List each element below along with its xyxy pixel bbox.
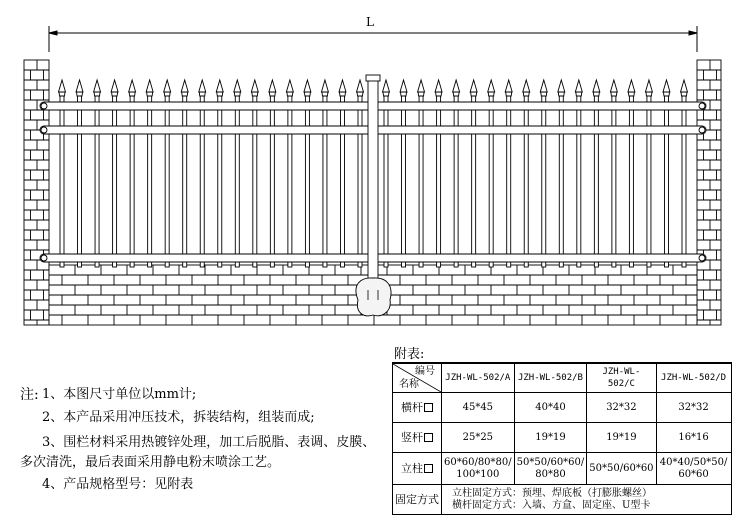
table-cell: 45*45 <box>442 393 515 423</box>
table-cell: 16*16 <box>656 423 731 453</box>
fixing-line: 横杆固定方式：入墙、方盒、固定座、U型卡 <box>452 499 651 511</box>
table-header-row <box>393 363 732 393</box>
spec-table <box>392 362 732 515</box>
fixing-methods-cell <box>442 485 732 515</box>
table-cell: 32*32 <box>656 393 731 423</box>
column-header: JZH-WL-502/D <box>656 363 731 393</box>
table-cell: 50*50/60*60 <box>587 453 656 485</box>
note-item: 1、本图尺寸单位以mm计; <box>42 387 197 402</box>
row-label: 立柱 <box>393 453 442 485</box>
row-label: 竖杆 <box>393 423 442 453</box>
table-cell: 40*40/50*50/ 60*60 <box>656 453 731 485</box>
table-cell: 19*19 <box>587 423 656 453</box>
table-cell: 32*32 <box>587 393 656 423</box>
table-row-horizontal-bar <box>393 393 732 423</box>
corner-label-number: 编号 <box>415 366 435 377</box>
column-header: JZH-WL-502/B <box>514 363 587 393</box>
row-label: 横杆 <box>393 393 442 423</box>
table-cell: 25*25 <box>442 423 515 453</box>
table-row-vertical-bar <box>393 423 732 453</box>
corner-label-name: 名称 <box>399 379 419 390</box>
notes-prefix: 注: <box>20 387 39 403</box>
fixing-line: 立柱固定方式：预埋、焊底板（打膨胀螺丝） <box>452 487 652 499</box>
note-item: 多次清洗，最后表面采用静电粉末喷涂工艺。 <box>20 455 281 470</box>
dimension-line <box>49 26 697 52</box>
table-cell: 40*40 <box>514 393 587 423</box>
center-post <box>366 75 380 300</box>
post-foundation <box>356 278 391 316</box>
column-header: JZH-WL-502/A <box>442 363 515 393</box>
table-cell: 50*50/60*60/ 80*80 <box>514 453 587 485</box>
dimension-label: L <box>366 15 374 29</box>
table-cell: 60*60/80*80/ 100*100 <box>442 453 515 485</box>
table-row-post <box>393 453 732 485</box>
table-corner-cell <box>393 363 442 393</box>
note-item: 4、产品规格型号：见附表 <box>42 477 194 492</box>
note-item: 2、本产品采用冲压技术，拆装结构，组装而成; <box>42 410 315 425</box>
column-header: JZH-WL-502/C <box>587 363 656 393</box>
row-label: 固定方式 <box>393 485 442 515</box>
table-cell: 19*19 <box>514 423 587 453</box>
note-item: 3、围栏材料采用热镀锌处理，加工后脱脂、表调、皮膜、 <box>42 435 376 450</box>
table-row-fixing <box>393 485 732 515</box>
table-title: 附表: <box>394 347 425 362</box>
